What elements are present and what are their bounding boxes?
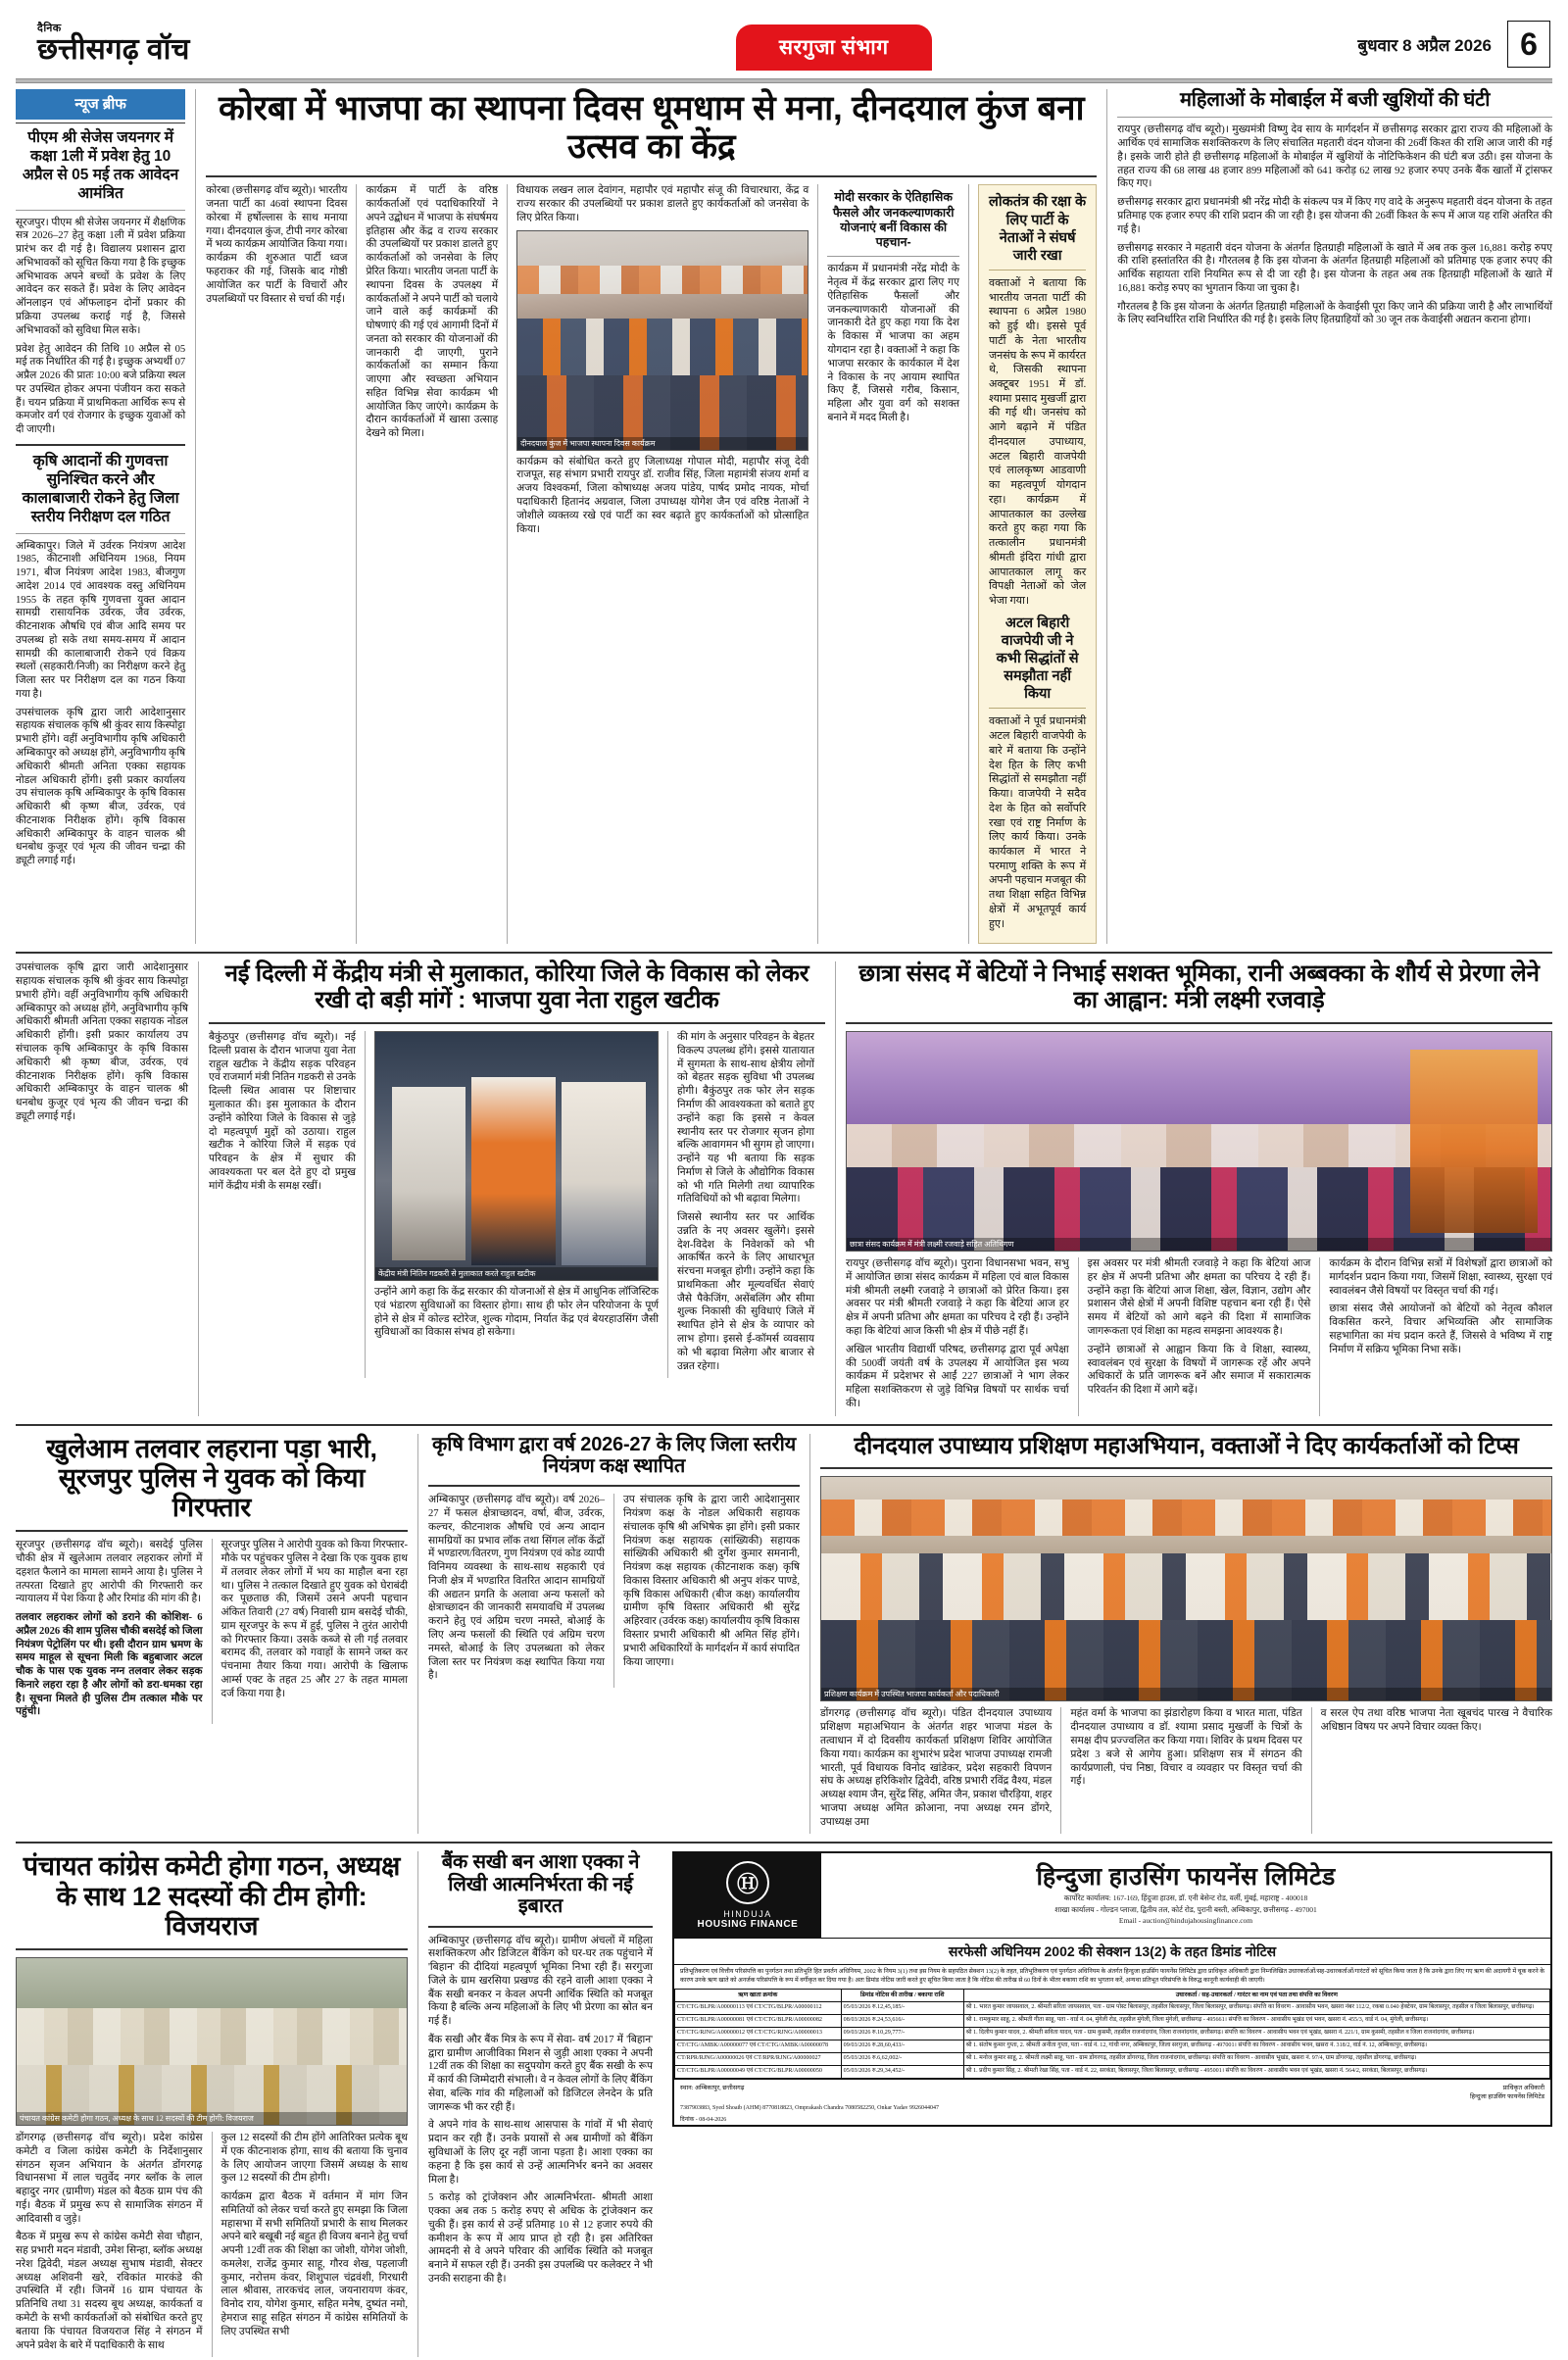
logo-kicker: दैनिक — [37, 22, 62, 34]
delhi-headline[interactable]: नई दिल्ली में केंद्रीय मंत्री से मुलाकात, कोरिया जिले के विकास को लेकर रखी दो बड़ी मांगें : भाजपा युवा नेता राहुल खटीक — [224, 960, 809, 1014]
yellow-box-subhead: अटल बिहारी वाजपेयी जी ने कभी सिद्धांतों से समझौता नहीं किया — [996, 615, 1079, 703]
cell-details: श्री 1. रामकुमार साहू, 2. श्रीमती गीता साहू, पता - वार्ड नं. 04, मुंगेली रोड, तहसील मुंगेली, जिला मुंगेली, छत्तीसगढ़ - 495661। संपत्ति का विवरण - आवासीय भूखंड एवं भवन, खसरा नं. 455/3, वार्ड नं. 04, मुंगेली, छत्तीसगढ़। — [963, 2015, 1549, 2028]
agri-body-row — [428, 1494, 800, 1688]
cell-loan-no: CT/CTG/BLPR/A00000049 एवं CT/CTG/BLPR/A00000050 — [675, 2066, 842, 2079]
page-number: 6 — [1507, 21, 1550, 68]
yellow-box-para: वक्ताओं ने बताया कि भारतीय जनता पार्टी की स्थापना 6 अप्रैल 1980 को हुई थी। इससे पूर्व पार्टी के नेता भारतीय जनसंघ के रूप में कार्यरत थे, जिसकी स्थापना अक्टूबर 1951 में डॉ. श्यामा प्रसाद मुखर्जी द्वारा की गई थी। जनसंघ को आगे बढ़ाने में पंडित दीनदयाल उपाध्याय, अटल बिहारी वाजपेयी एवं लालकृष्ण आडवाणी का महत्वपूर्ण योगदान रहा। कार्यक्रम में आपातकाल का उल्लेख करते हुए कहा गया कि तत्कालीन प्रधानमंत्री श्रीमती इंदिरा गांधी द्वारा आपातकाल लागू कर विपक्षी नेताओं को जेल भेजा गया। — [989, 276, 1087, 608]
cell-date-amount: 09/03/2026 रु.28,60,433/- — [841, 2040, 963, 2053]
panchayat-para: कार्यक्रम द्वारा बैठक में वर्तमान में मांग जिन समितियों को लेकर चर्चा करते हुए समझा कि जिला महासभा में सभी समितियों प्रभारी के साथ मिलकर अपने बारे बखूबी नई बहुत ही विजय बनाने हेतु चर्चा अपनी 12वीं तक की शिक्षा का जोशी, योगेश जोशी, कमलेश, राजेंद्र कुमार साहू, गौरव शेख, पहलाजी कुमार, नरोत्तम कंवर, शिशुपाल चंद्रवंशी, गिरधारी लाल श्रीवास, तारकचंद लाल, जयनारायण कंवर, विनोद राय, योगेश कुमार, सहित मनेष, दुष्यंत नमो, हेमराज साहू सहित संगठन में कांग्रेस समितियों के लिए उपस्थित सभी — [220, 2191, 408, 2337]
ad-footer-place: स्थान: अम्बिकापुर, छत्तीसगढ़ — [680, 2085, 745, 2092]
chhatra-photo — [846, 1031, 1552, 1252]
chhatra-para: छात्रा संसद जैसे आयोजनों को बेटियों को नेतृत्व कौशल विकसित करने, विचार अभिव्यक्ति और सामाजिक सहभागिता का मंच प्रदान करते हैं, जिससे वे भविष्य में राष्ट्र निर्माण में सक्रिय भूमिका निभा सकें। — [1329, 1303, 1553, 1355]
cell-details: श्री 1. भारत कुमार जायसवाल, 2. श्रीमती सरिता जायसवाल, पता - ग्राम पोस्ट बिलासपुर, तहसील बिलासपुर, जिला बिलासपुर, छत्तीसगढ़। संपत्ति का विवरण - आवासीय भवन, खसरा नंबर 112/2, रकबा 0.040 हेक्टेयर, ग्राम बिलासपुर, तहसील व जिला बिलासपुर, छत्तीसगढ़। — [963, 2002, 1549, 2015]
chhatra-para: कार्यक्रम के दौरान विभिन्न सत्रों में विशेषज्ञों द्वारा छात्राओं को मार्गदर्शन प्रदान किया गया, जिसमें शिक्षा, स्वास्थ्य, सुरक्षा एवं स्वावलंबन जैसे विषयों पर विस्तृत चर्चा की गई। — [1329, 1258, 1553, 1297]
agri-col-1 — [428, 1494, 605, 1688]
cell-date-amount: 05/03/2026 रु.29,34,452/- — [841, 2066, 963, 2079]
sword-para: सूरजपुर पुलिस ने आरोपी युवक को किया गिरफ्तार- मौके पर पहुंचकर पुलिस ने देखा कि एक युवक हाथ में तलवार लेकर लोगों में भय का माहौल बना रहा था। पुलिस ने तत्काल दिखाते हुए युवक को घेराबंदी कर पूछताछ की, जिसमें उसने अपनी पहचान अंकित तिवारी (27 वर्ष) निवासी ग्राम बसदेई चौकी, ग्राम सूरजपुर के रूप में हुई, पुलिस ने तुरंत आरोपी को गिरफ्तार किया। उसके कब्जे से ली गई तलवार बरामद की, तलवार को गवाहों के सामने जब्त कर पंचनामा तैयार किया गया। आरोपी के खिलाफ आर्म्स एक्ट के तहत 25 और 27 के तहत मामला दर्ज किया गया है। — [220, 1540, 408, 1699]
advertisement — [662, 1851, 1552, 2357]
lead-col-4 — [817, 184, 959, 944]
women-para: गौरतलब है कि इस योजना के अंतर्गत हितग्राही महिलाओं के केवाईसी पूरा किए जाने की प्रक्रिया जारी है और लाभार्थियों के लिए स्वनिर्धारित राशि निर्धारित की गई है। इसके लिए हितग्राहियों को 30 जून तक केवाईसी अद्यतन कराना होगा। — [1117, 301, 1552, 326]
deendayal-para: डोंगरगढ़ (छत्तीसगढ़ वॉच ब्यूरो)। पंडित दीनदयाल उपाध्याय प्रशिक्षण महाअभियान के अंतर्गत शहर भाजपा मंडल के तत्वाधान में दो दिवसीय कार्यकर्ता प्रशिक्षण शिविर आयोजित किया गया। कार्यक्रम का शुभारंभ प्रदेश भाजपा उपाध्यक्ष रामजी भारती, पूर्व विधायक विनोद खांडेकर, प्रदेश सहकारी विपणन संघ के अध्यक्ष हरिकिशोर द्विवेदी, वरिष्ठ प्रभारी रविंद्र वैश्य, मंडल अध्यक्ष श्याम जैन, सुरेंद्र सिंह, अमित जैन, प्रकाश चौरड़िया, शहर भाजपा अध्यक्ष अमित क्रोआना, नपा अध्यक्ष रमन डोंगरे, उपाध्यक्ष उमा — [820, 1708, 1053, 1828]
chhatra-para: रायपुर (छत्तीसगढ़ वॉच ब्यूरो)। पुराना विधानसभा भवन, सभु में आयोजित छात्रा संसद कार्यक्रम में महिला एवं बाल विकास मंत्री श्रीमती लक्ष्मी रजवाड़े ने छात्राओं को प्रेरित किया। इस अवसर पर मंत्री श्रीमती रजवाड़े ने कहा कि बेटियां आज हर क्षेत्र में अपनी प्रतिभा और क्षमता का परिचय दे रही हैं। उन्होंने कहा कि बेटियां आज किसी भी क्षेत्र में पीछे नहीं हैं। — [846, 1258, 1069, 1337]
brief-para: उपसंचालक कृषि द्वारा जारी आदेशानुसार सहायक संचालक कृषि श्री कुंवर साय किस्पोट्टा प्रभारी होंगे। वहीं अनुविभागीय कृषि अधिकारी अम्बिकापुर को अध्यक्ष होंगे, अनुविभागीय कृषि अधिकारी श्रीमती अनिता एक्का सहायक नोडल अधिकारी होंगी। इसी प्रकार कार्यालय उप संचालक कृषि अम्बिकापुर के कृषि विकास अधिकारी श्री कृष्ण बीज, उर्वरक, एवं कीटनाशक निरीक्षक होंगे। कृषि विकास अधिकारी अम्बिकापुर के वाहन चालक श्री धनबोध कुजूर एवं भृत्य की जीवन चन्द्रा की ड्यूटी लगाई गई। — [16, 707, 186, 867]
delhi-para: उन्होंने आगे कहा कि केंद्र सरकार की योजनाओं से क्षेत्र में आधुनिक लॉजिस्टिक एवं भंडारण सुविधाओं का विस्तार होगा। साथ ही फोर लेन परियोजना के पूर्ण होने से क्षेत्र में कोल्ड स्टोरेज, शुल्क गोदाम, निर्यात केंद्र एवं बेयरहाउसिंग जैसी सुविधाओं का विकास संभव हो सकेगा। — [374, 1287, 659, 1339]
ad-footer-sign: प्राधिकृत अधिकारी — [1502, 2085, 1544, 2092]
chhatra-col-3 — [1319, 1257, 1552, 1415]
delhi-story — [198, 961, 825, 1415]
panchayat-photo-caption: पंचायत कांग्रेस कमेटी होगा गठन, अध्यक्ष के साथ 12 सदस्यों की टीम होगी: विजयराज — [17, 2112, 407, 2125]
panchayat-story — [16, 1851, 408, 2357]
bank-sakhi-para: 5 करोड़ को ट्रांजेक्शन और आत्मनिर्भरता- श्रीमती आशा एक्का अब तक 5 करोड़ रुपए से अधिक के ट्रांजेक्शन कर चुकी हैं। इस कार्य से उन्हें प्रतिमाह 10 से 12 हजार रुपये की कमीशन के रूप में आय प्राप्त हो रही है। इस अतिरिक्त आमदनी से वे अपने परिवार की आर्थिक स्थिति को मजबूत बनाने में सफल रही हैं। उनकी इस उपलब्धि पर कलेक्टर ने भी उनकी सराहना की है। — [428, 2192, 653, 2285]
deendayal-body-row — [820, 1707, 1552, 1834]
news-brief-continued — [16, 961, 188, 1415]
panchayat-para: कुल 12 सदस्यों की टीम होंगे आतिरिक्त प्रत्येक बूथ में एक कीटनाशक होगा, साथ की बताया कि चुनाव के लिए आयोजन जाएगा जिसमें अध्यक्ष के साथ कुल 12 सदस्यों की टीम होगी। — [220, 2133, 408, 2185]
delhi-para: जिससे स्थानीय स्तर पर आर्थिक उन्नति के नए अवसर खुलेंगे। इससे देश-विदेश के निवेशकों को भी आकर्षित करने के लिए आधारभूत संरचना मजबूत होगी। उन्होंने कहा कि प्राथमिकता और मूल्यवर्धित सेवाएं जैसे पैकेजिंग, असेंबलिंग और सीमा शुल्क निकासी की सुविधाएं जिले में स्थापित होने से क्षेत्र के व्यापार को लाभ होगा। इससे ई-कॉमर्स व्यवसाय को भी बढ़ावा मिलेगा और बाजार से उन्नत रहेगा। — [677, 1212, 814, 1372]
hinduja-logo-icon: Ⓗ — [726, 1861, 769, 1904]
ad-footer — [674, 2079, 1550, 2103]
delhi-body-row — [209, 1031, 825, 1378]
middle-zone — [16, 961, 1552, 1415]
chhatra-sansad-story — [835, 961, 1552, 1415]
chhatra-para: उन्होंने छात्राओं से आह्वान किया कि वे शिक्षा, स्वास्थ्य, स्वावलंबन एवं सुरक्षा के विषयों में जागरूक रहें और अपने अधिकारों के प्रति जागरूक बनें और समाज में सकारात्मक परिवर्तन की दिशा में आगे बढ़ें। — [1087, 1344, 1311, 1397]
section-banner: सरगुजा संभाग — [736, 25, 932, 71]
th-loan-no: ऋण खाता क्रमांक — [675, 1990, 842, 2002]
lead-photo-caption: दीनदयाल कुंज में भाजपा स्थापना दिवस कार्यक्रम — [517, 437, 808, 450]
delhi-para: की मांग के अनुसार परिवहन के बेहतर विकल्प उपलब्ध होंगे। इससे यातायात में सुगमता के साथ-साथ क्षेत्रीय लोगों को बेहतर सड़क सुविधा भी उपलब्ध होगी। बैकुंठपुर तक फोर लेन सड़क निर्माण की आवश्यकता को बताते हुए उन्होंने कहा कि इससे न केवल स्थानीय स्तर पर रोजगार सृजन होगा बल्कि आवागमन भी सुगम हो जाएगा। उन्होंने यह भी बताया कि सड़क निर्माण से जिले के औद्योगिक विकास को भी गति मिलेगी तथा व्यापारिक गतिविधियों को भी बढ़ावा मिलेगा। — [677, 1032, 814, 1205]
panchayat-para: बैठक में प्रमुख रूप से कांग्रेस कमेटी सेवा चौहान, सह प्रभारी मदन मंडावी, उमेश सिन्हा, ब्लॉक अध्यक्ष नरेश द्विवेदी, मंडल अध्यक्ष सुभाष मंडावी, सेक्टर अध्यक्ष अशिवनी खरे, रविकांत मारकंडे की उपस्थिति में रही। जिनमें 16 ग्राम पंचायत के प्रतिनिधि तथा 31 सदस्य बूथ अध्यक्ष, कार्यकर्ता व कमेटी के सभी कार्यकर्ताओं को संबोधित करते हुए बताया कि पंचायत विजयराज सिंह ने संगठन में अपने प्रवेश के बारे में पदाधिकारी के साथ — [16, 2232, 203, 2351]
chhatra-para: इस अवसर पर मंत्री श्रीमती रजवाड़े ने कहा कि बेटियां आज हर क्षेत्र में अपनी प्रतिभा और क्षमता का परिचय दे रही हैं। उन्होंने कहा कि बेटियां आज शिक्षा, खेल, विज्ञान, उद्योग और प्रशासन जैसे क्षेत्रों में अपनी विशिष्ट पहचान बना रही हैं। ऐसे समय में बेटियों को आगे बढ़ने की दिशा में सामाजिक जागरूकता एवं शिक्षा का महत्व समझना आवश्यक है। — [1087, 1258, 1311, 1337]
agri-para: उप संचालक कृषि के द्वारा जारी आदेशानुसार नियंत्रण कक्ष के नोडल अधिकारी सहायक संचालक कृषि श्री अभिषेक झा होंगे। इसी प्रकार नियंत्रण कक्ष सहायक (सांख्यिकी) सहायक सांख्यिकी अधिकारी श्री दुर्गेश कुमार समनानी, नियंत्रण कक्ष सहायक (कीटनाशक कक्ष) कृषि विकास विस्तार अधिकारी श्री अनुप शंकर पाण्डे, कृषि विकास अधिकारी (बीज कक्ष) कार्यालयीय ग्रामीण कृषि विस्तार अधिकारी श्री सुरेंद्र अहिरवार (उर्वरक कक्ष) कार्यालयीय कृषि विकास विस्तार प्रभारी अधिकारी श्री अमित सिंह होंगे। प्रभारी अधिकारियों के मार्गदर्शन में कार्य संपादित किया जाएगा। — [623, 1495, 800, 1668]
bottom-zone — [16, 1851, 1552, 2357]
bank-sakhi-para: वे अपने गांव के साथ-साथ आसपास के गांवों में भी सेवाएं प्रदान कर रही हैं। उनके प्रयासों से अब ग्रामीणों को बैंकिंग सुविधाओं के लिए दूर नहीं जाना पड़ता है। आशा एक्का का कहना है कि इस कार्य से उन्हें आत्मनिर्भर बनने का अवसर मिला है। — [428, 2120, 653, 2186]
panchayat-body-row — [16, 2132, 408, 2357]
ad-logo-line1: HINDUJA — [723, 1909, 772, 1920]
ad-logo — [674, 1853, 821, 1938]
cell-date-amount: 09/03/2026 रु.10,29,777/- — [841, 2028, 963, 2040]
women-para: छत्तीसगढ़ सरकार ने महतारी वंदन योजना के अंतर्गत हितग्राही महिलाओं के खाते में अब तक कुल 16,881 करोड़ रुपए की राशि हस्तांतरित की है। गौरतलब है कि इस योजना के अंतर्गत हितग्राही महिलाओं को प्रतिमाह एक हजार रुपए की आर्थिक सहायता राशि नियमित रूप से दी जा रही है। इस योजना के तहत अब तक हितग्राही महिलाओं के खाते में 16,881 करोड़ रुपए का भुगतान किया जा चुका है। — [1117, 242, 1552, 294]
table-row — [675, 2053, 1550, 2066]
ad-company-block — [821, 1853, 1550, 1938]
cell-date-amount: 08/03/2026 रु.24,53,616/- — [841, 2015, 963, 2028]
deendayal-para: व सरल ऐप तथा वरिष्ठ भाजपा नेता खूबचंद पारख ने वैचारिक अधिष्ठान विषय पर अपने विचार व्यक्त किए। — [1320, 1708, 1552, 1734]
sword-subhead: तलवार लहराकर लोगों को डराने की कोशिश- 6 अप्रैल 2026 की शाम पुलिस चौकी बसदेई को जिला नियंत्रण पेट्रोलिंग पर थी। इसी दौरान ग्राम भ्रमण के समय माहूल से सूचना मिली कि बहुबाजार अटल चौक के पास एक युवक नग्न तलवार लेकर सड़क किनारे लहरा रहा है और लोगों को डरा-धमका रहा है। सूचना मिलते ही पुलिस टीम तत्काल मौके पर पहुंची। — [16, 1612, 203, 1718]
deendayal-photo-caption: प्रशिक्षण कार्यक्रम में उपस्थित भाजपा कार्यकर्ता और पदाधिकारी — [821, 1688, 1551, 1700]
chhatra-col-2 — [1078, 1257, 1311, 1415]
chhatra-photo-caption: छात्रा संसद कार्यक्रम में मंत्री लक्ष्मी रजवाड़े सहित अतिथिगण — [847, 1238, 1551, 1251]
ad-address-1: कार्पोरेट कार्यालय: 167-169, हिंदुजा हाउस, डॉ. एनी बेसेन्ट रोड, वर्ली, मुंबई, महाराष्ट्र - 400018 — [1063, 1893, 1308, 1903]
cell-loan-no: CT/CTG/BLPR/A00000113 एवं CT/CTG/BLPR/A00000112 — [675, 2002, 842, 2015]
panchayat-headline[interactable]: पंचायत कांग्रेस कमेटी होगा गठन, अध्यक्ष के साथ 12 सदस्यों की टीम होगी: विजयराज — [23, 1851, 401, 1941]
panchayat-col-1 — [16, 2132, 203, 2357]
brief-para: अम्बिकापुर। जिले में उर्वरक नियंत्रण आदेश 1985, कीटनाशी अधिनियम 1968, नियम 1971, बीज नियंत्रण आदेश 1983, बीजगुण आदेश 2014 एवं आवश्यक वस्तु अधिनियम 1955 के तहत कृषि गुणवत्ता युक्त आदान सामग्री रासायनिक उर्वरक, जैव उर्वरक, कीटनाशक औषधि एवं बीज आदि समय पर उपलब्ध हो सके तथा समय-समय में आदान सामग्री की कालाबाजारी रोकने एवं विक्रय स्थलों (सहकारी/निजी) का निरीक्षण करने हेतु जिला स्तर पर निरीक्षण दल का गठन किया गया है। — [16, 540, 186, 700]
cell-loan-no: CT/RPR/RJNG/A00000026 एवं CT/RPR/RJNG/A00000027 — [675, 2053, 842, 2066]
ad-block[interactable] — [672, 1851, 1552, 2127]
lead-body-row — [206, 184, 1097, 944]
cell-details: श्री 1. दिलीप कुमार यादव, 2. श्रीमती सविता यादव, पता - ग्राम कुसमी, तहसील राजनांदगांव, जिला राजनांदगांव, छत्तीसगढ़। संपत्ति का विवरण - आवासीय भवन एवं भूखंड, खसरा नं. 221/1, ग्राम कुसमी, तहसील व जिला राजनांदगांव, छत्तीसगढ़। — [963, 2028, 1549, 2040]
sword-headline[interactable]: खुलेआम तलवार लहराना पड़ा भारी, सूरजपुर पुलिस ने युवक को किया गिरफ्तार — [46, 1433, 377, 1523]
chhatra-para: अखिल भारतीय विद्यार्थी परिषद, छत्तीसगढ़ द्वारा पूर्व अपेक्षा की 500वीं जयंती वर्ष के उपलक्ष्य में आयोजित इस भव्य कार्यक्रम में प्रदेशभर से आईं 227 छात्राओं ने भाग लेकर महिला सशक्तिकरण से जुड़े विभिन्न विषयों पर सार्थक चर्चा की। — [846, 1344, 1069, 1409]
delhi-para: बैकुंठपुर (छत्तीसगढ़ वॉच ब्यूरो)। नई दिल्ली प्रवास के दौरान भाजपा युवा नेता राहुल खटीक ने केंद्रीय सड़क परिवहन एवं राजमार्ग मंत्री नितिन गडकरी से उनके दिल्ली स्थित आवास पर शिष्टाचार मुलाकात की। इस मुलाकात के दौरान उन्होंने कोरिया जिले के विकास से जुड़े दो महत्वपूर्ण मुद्दों को उठाया। राहुल खटीक ने कोरिया जिले में सड़क एवं परिवहन के क्षेत्र में सुधार की आवश्यकता पर बल देते हुए दो प्रमुख मांगें केंद्रीय मंत्री के समक्ष रखीं। — [209, 1032, 356, 1192]
table-row — [675, 2066, 1550, 2079]
cell-date-amount: 05/03/2026 रु.12,45,185/- — [841, 2002, 963, 2015]
agri-para: अम्बिकापुर (छत्तीसगढ़ वॉच ब्यूरो)। वर्ष 2026–27 में फसल क्षेत्राच्छादन, वर्षा, बीज, उर्वरक, कल्चर, कीटनाशक औषधि एवं अन्य आदान सामग्रियों का प्रभाव लॉक तथा सिंगल लॉक केंद्रों में भण्डारण/वितरण, गुण नियंत्रण एवं कोड व्यापी विनिमय व्यवस्था के साथ-साथ सहकारी एवं निजी क्षेत्र में भण्डारित वितरित आदान सामग्रियों की अद्यतन प्रगति के अलावा अन्य फसलों को क्षेत्राच्छादन की जानकारी समयावधि में उपलब्ध कराने हेतु एवं अग्रिम चरण नमस्ते, बोआई के लिए अन्य फसलों की स्थिति एवं अग्रिम चरण नमस्ते, बोआई के लिए उपलब्धता को लेकर जिला स्तर पर नियंत्रण कक्ष स्थापित किया गया है। — [428, 1495, 605, 1682]
lead-yellow-box — [978, 184, 1097, 944]
th-details: उधारकर्ता / सह-उधारकर्ता / गारंटर का नाम एवं पता तथा संपत्ति का विवरण — [963, 1990, 1549, 2002]
section-banner-wrap — [310, 19, 1357, 71]
cell-loan-no: CT/CTG/BLPR/A00000081 एवं CT/CTG/BLPR/A00000082 — [675, 2015, 842, 2028]
lead-col-2 — [356, 184, 498, 944]
cell-loan-no: CT/CTG/AMBK/A00000077 एवं CT/CTG/AMBK/A00000078 — [675, 2040, 842, 2053]
delhi-photo-caption: केंद्रीय मंत्री नितिन गडकरी से मुलाकात करते राहुल खटीक — [375, 1267, 658, 1280]
ad-email[interactable]: Email - auction@hindujahousingfinance.com — [1118, 1915, 1253, 1925]
ad-footer-names: 7387903883, Syed Shoaib (AHM) 8770818823, Omprakash Chandra 7080582250, Onkar Yadav 9926044047 — [680, 2105, 939, 2112]
ad-footer-company: हिन्दुजा हाउसिंग फायनेंस लिमिटेड — [1470, 2093, 1544, 2101]
ad-company-name: हिन्दुजा हाउसिंग फायनेंस लिमिटेड — [1036, 1863, 1336, 1892]
lead-photo — [516, 230, 808, 451]
brief-para: उपसंचालक कृषि द्वारा जारी आदेशानुसार सहायक संचालक कृषि श्री कुंवर साय किस्पोट्टा प्रभारी होंगे। वहीं अनुविभागीय कृषि अधिकारी अम्बिकापुर को अध्यक्ष होंगे, अनुविभागीय कृषि अधिकारी श्रीमती अनिता एक्का सहायक नोडल अधिकारी होंगी। इसी प्रकार कार्यालय उप संचालक कृषि अम्बिकापुर के कृषि विकास अधिकारी श्री कृष्ण बीज, उर्वरक, एवं कीटनाशक निरीक्षक होंगे। कृषि विकास अधिकारी अम्बिकापुर के वाहन चालक श्री धनबोध कुजूर एवं भृत्य की जीवन चन्द्रा की ड्यूटी लगाई गई। — [16, 962, 188, 1122]
delhi-col-2 — [365, 1031, 659, 1378]
bank-sakhi-para: बैंक सखी और बैंक मित्र के रूप में सेवा- वर्ष 2017 में 'बिहान' द्वारा ग्रामीण आजीविका मिशन से जुड़ी आशा एक्का ने अपनी 12वीं तक की शिक्षा का सदुपयोग करते हुए बैंक सखी के रूप में कार्य की जिम्मेदारी संभाली। वे न केवल लोगों के लिए बैंकिंग सेवा, बल्कि गांव की महिलाओं को डिजिटल लेनदेन के प्रति जागरूक भी कर रही हैं। — [428, 2034, 653, 2113]
th-date-amount: डिमांड नोटिस की तारीख / बकाया राशि — [841, 1990, 963, 2002]
lead-para: कार्यक्रम को संबोधित करते हुए जिलाध्यक्ष गोपाल मोदी, महापौर संजू देवी राजपूत, सह संभाग प्रभारी रायपुर डॉ. राजीव सिंह, जिला महामंत्री संजय शर्मा व अजय विश्वकर्मा, जिला कोषाध्यक्ष अजय पांडेय, पार्षद प्रमोद नायक, मोर्चा पदाधिकारी हितानंद अग्रवाल, जिला उपाध्यक्ष योगेश जैन एवं वरिष्ठ नेताओं ने जोशीले व्यक्तव्य रखे एवं पार्टी का स्वर बढ़ाते हुए कार्यकर्ताओं को प्रोत्साहित किया। — [516, 456, 809, 535]
deendayal-story — [809, 1434, 1552, 1835]
lead-subpara: कार्यक्रम में प्रधानमंत्री नरेंद्र मोदी के नेतृत्व में केंद्र सरकार द्वारा लिए गए ऐतिहासिक फैसलों और जनकल्याणकारी योजनाओं की जानकारी देते हुए कहा गया कि देश के विकास में भाजपा का अहम योगदान रहा है। वक्ताओं ने कहा कि भाजपा सरकार के कार्यकाल में देश ने विकास के नए आयाम स्थापित किए हैं, जिससे गरीब, किसान, महिला और युवा वर्ग को सशक्त बनाने में मदद मिली है। — [827, 264, 959, 423]
masthead-divider — [16, 78, 1552, 83]
cell-details: श्री 1. संतोष कुमार गुप्ता, 2. श्रीमती अनीता गुप्ता, पता - वार्ड नं. 12, गांधी नगर, अम्बिकापुर, जिला सरगुजा, छत्तीसगढ़ - 497001। संपत्ति का विवरण - आवासीय भवन, खसरा नं. 318/2, वार्ड नं. 12, अम्बिकापुर, छत्तीसगढ़। — [963, 2040, 1549, 2053]
lead-headline[interactable]: कोरबा में भाजपा का स्थापना दिवस धूमधाम से मना, दीनदयाल कुंज बना उत्सव का केंद्र — [218, 89, 1085, 167]
women-mobile-story — [1106, 89, 1552, 944]
women-para: रायपुर (छत्तीसगढ़ वॉच ब्यूरो)। मुख्यमंत्री विष्णु देव साय के मार्गदर्शन में छत्तीसगढ़ सरकार द्वारा राज्य की महिलाओं के आर्थिक एवं सामाजिक सशक्तिकरण के लिए संचालित महतारी वंदन योजना की 26वीं किश्त की राशि आज जारी की गई है। इसके जारी होते ही छत्तीसगढ़ महिलाओं के मोबाईल में खुशियों के नोटिफिकेशन की घंटी बज उठी। इस योजना के तहत राज्य की 68 लाख 48 हजार 899 महिलाओं को 641 करोड़ 62 लाख 92 हजार रुपए उनके बैंक खातों में ट्रांसफर किए गए। — [1117, 124, 1552, 190]
bank-sakhi-story — [417, 1851, 653, 2357]
panchayat-col-2 — [212, 2132, 409, 2357]
ad-header — [674, 1853, 1550, 1938]
ad-logo-line2: HOUSING FINANCE — [697, 1919, 799, 1931]
sword-body-row — [16, 1539, 408, 1724]
delhi-photo — [374, 1031, 659, 1281]
sword-col-2 — [212, 1539, 409, 1724]
masthead — [16, 14, 1552, 74]
ad-footer-date: दिनांक - 08-04-2026 — [680, 2117, 727, 2124]
chhatra-body-row — [846, 1257, 1552, 1415]
delhi-col-1 — [209, 1031, 356, 1378]
cell-details: श्री 1. मनोज कुमार साहू, 2. श्रीमती लक्ष्मी साहू, पता - ग्राम डोंगरगढ़, तहसील डोंगरगढ़, जिला राजनांदगांव, छत्तीसगढ़। संपत्ति का विवरण - आवासीय भूखंड, खसरा नं. 97/4, ग्राम डोंगरगढ़, तहसील डोंगरगढ़, छत्तीसगढ़। — [963, 2053, 1549, 2066]
news-brief-column — [16, 89, 185, 944]
deendayal-col-3 — [1311, 1707, 1552, 1834]
bank-sakhi-headline[interactable]: बैंक सखी बन आशा एक्का ने लिखी आत्मनिर्भरता की नई इबारत — [441, 1851, 640, 1918]
brief-para: प्रवेश हेतु आवेदन की तिथि 10 अप्रैल से 05 मई तक निर्धारित की गई है। इच्छुक अभ्यर्थी 07 अप्रैल 2026 की प्रातः 10:00 बजे प्रक्रिया स्थल पर उपस्थित होकर अपना पंजीयन करा सकते हैं। चयन प्रक्रिया में प्राथमिकता आर्थिक रूप से कमजोर वर्ग एवं रोजगार के इच्छुक युवाओं को दी जाएगी। — [16, 343, 186, 436]
table-row — [675, 2028, 1550, 2040]
lead-col-1 — [206, 184, 347, 944]
lower-zone — [16, 1434, 1552, 1835]
logo-title: छत्तीसगढ़ वॉच — [37, 32, 190, 66]
brief-headline-1[interactable]: पीएम श्री सेजेस जयनगर में कक्षा 1ली में प्रवेश हेतु 10 अप्रैल से 05 मई तक आवेदन आमंत्रित — [22, 129, 179, 202]
panchayat-para: डोंगरगढ़ (छत्तीसगढ़ वॉच ब्यूरो)। प्रदेश कांग्रेस कमेटी व जिला कांग्रेस कमेटी के निर्देशानुसार संगठन सृजन अभियान के अंतर्गत डोंगरगढ़ विधानसभा में लाल चतुर्वेद नगर ब्लॉक के लाल बहादुर नगर (ग्रामीण) मंडल को बैठक ग्राम पंच की गई। बैठक में प्रमुख रूप से सामाजिक संगठन में आदिवासी व जुड़े। — [16, 2133, 203, 2225]
lead-subhead-1: मोदी सरकार के ऐतिहासिक फैसले और जनकल्याणकारी योजनाएं बनीं विकास की पहचान- — [832, 190, 955, 250]
sword-para: सूरजपुर (छत्तीसगढ़ वॉच ब्यूरो)। बसदेई पुलिस चौकी क्षेत्र में खुलेआम तलवार लहराकर लोगों में दहशत फैलाने का मामला सामने आया है। पुलिस ने तत्परता दिखाते हुए आरोपी की गिरफ्तारी कर न्यायालय में पेश किया है और रिमांड की मांग की है। — [16, 1540, 203, 1605]
ad-table — [674, 1989, 1550, 2079]
lead-para: कोरबा (छत्तीसगढ़ वॉच ब्यूरो)। भारतीय जनता पार्टी का 46वां स्थापना दिवस कोरबा में हर्षोल्लास के साथ मनाया गया। दीनदयाल कुंज, टीपी नगर कोरबा में भव्य कार्यक्रम आयोजित किया गया। कार्यक्रम की शुरुआत पार्टी ध्वज फहराकर की गई, जिसके बाद गोष्ठी आयोजित कर पार्टी के विचारों और उपलब्धियों पर विस्तार से चर्चा की गई। — [206, 185, 348, 305]
panchayat-photo — [16, 1957, 408, 2126]
cell-date-amount: 05/03/2026 रु.6,62,002/- — [841, 2053, 963, 2066]
top-zone — [16, 89, 1552, 944]
lead-side-para: विधायक लखन लाल देवांगन, महापौर एवं महापौर संजू की विचारधारा, केंद्र व राज्य सरकार की उपलब्धियों पर प्रकाश डालते हुए कार्यकर्ताओं को जनसेवा के लिए प्रेरित किया। — [516, 185, 809, 223]
masthead-right — [1357, 21, 1552, 68]
women-headline[interactable]: महिलाओं के मोबाईल में बजी खुशियों की घंटी — [1179, 89, 1491, 111]
delhi-col-3 — [667, 1031, 814, 1378]
table-row — [675, 2002, 1550, 2015]
lead-col-3 — [507, 184, 808, 944]
ad-notice-para: प्रतिभूतिकरण एवं वित्तीय परिसंपत्ति का पुनर्गठन तथा प्रतिभूति हित प्रवर्तन अधिनियम, 2002 के नियम 3(1) तथा इस नियम के सहपठित सेक्शन 13(2) के तहत, प्रतिभूतिकरण एवं पुनर्गठन अधिनियम के अंतर्गत हिन्दुजा हाउसिंग फायनेंस लिमिटेड द्वारा प्राधिकृत अधिकारी द्वारा निम्नलिखित उधारकर्ताओं/सह-उधारकर्ताओं/गारंटरों को सूचित किया जाता है कि उनके द्वारा लिए गए ऋण की अदायगी में चूक करने के कारण उनके ऋण खाते को अनर्जक परिसंपत्ति के रूप में वर्गीकृत कर दिया गया है। अतः डिमांड नोटिस जारी करते हुए सूचित किया जाता है कि नोटिस की तारीख से 60 दिनों के भीतर बकाया राशि का भुगतान करें, अन्यथा प्रतिभूत परिसंपत्ति के विरुद्ध कानूनी कार्यवाही की जाएगी। — [674, 1964, 1550, 1989]
deendayal-col-1 — [820, 1707, 1052, 1834]
brief-headline-2[interactable]: कृषि आदानों की गुणवत्ता सुनिश्चित करने और कालाबाजारी रोकने हेतु जिला स्तरीय निरीक्षण दल गठित — [22, 452, 179, 525]
lead-story — [195, 89, 1097, 944]
news-brief-tab[interactable]: न्यूज ब्रीफ — [16, 89, 185, 120]
sword-col-1 — [16, 1539, 203, 1724]
deendayal-para: महंत वर्मा के भाजपा का झंडारोहण किया व भारत माता, पंडित दीनदयाल उपाध्याय व डॉ. श्यामा प्रसाद मुखर्जी के चित्रों के समक्ष दीप प्रज्ज्वलित कर किया गया। शिविर के प्रथम दिवस पर प्रदेश 3 बजे से आगेय हुआ। प्रशिक्षण सत्र में संगठन की कार्यप्रणाली, पंच निष्ठा, विचार व व्यवहार पर विस्तृत चर्चा की गई। — [1070, 1708, 1302, 1788]
table-row — [675, 2015, 1550, 2028]
lead-para: कार्यक्रम में पार्टी के वरिष्ठ कार्यकर्ताओं एवं पदाधिकारियों ने अपने उद्बोधन में भाजपा के संघर्षमय इतिहास और केंद्र व राज्य सरकार की उपलब्धियों पर प्रकाश डालते हुए कार्यकर्ताओं को जनसेवा के लिए प्रेरित किया। भारतीय जनता पार्टी के स्थापना दिवस के उपलक्ष्य में कार्यकर्ताओं ने अपने पार्टी को चलाये जाने वाले कई कार्यक्रमों की घोषणाएं की गई एवं आगामी दिनों में जनता को सरकार की योजनाओं की जानकारी दी जाएगी, पुराने कार्यकर्ताओं का सम्मान किया जाएगा और स्वच्छता अभियान सहित विभिन्न सेवा कार्यक्रम भी आयोजित किए जाएंगे। कार्यक्रम के दौरान कार्यकर्ताओं में खासा उत्साह देखने को मिला। — [366, 185, 499, 440]
ad-notice-title: सरफेसी अधिनियम 2002 की सेक्शन 13(2) के तहत डिमांड नोटिस — [674, 1938, 1550, 1964]
agri-headline[interactable]: कृषि विभाग द्वारा वर्ष 2026-27 के लिए जिला स्तरीय नियंत्रण कक्ष स्थापित — [432, 1433, 796, 1477]
table-row — [675, 2040, 1550, 2053]
deendayal-photo — [820, 1476, 1552, 1701]
agri-col-2 — [613, 1494, 800, 1688]
bank-sakhi-para: अम्बिकापुर (छत्तीसगढ़ वॉच ब्यूरो)। ग्रामीण अंचलों में महिला सशक्तिकरण और डिजिटल बैंकिंग को घर-घर तक पहुंचाने में 'बिहान' की दीदियां महत्वपूर्ण भूमिका निभा रही हैं। सरगुजा जिले के ग्राम खरसिया प्रखण्ड की रहने वाली आशा एक्का ने बैंक सखी बनकर न केवल अपनी आर्थिक स्थिति को मजबूत किया है बल्कि अन्य महिलाओं के लिए भी प्रेरणा का स्रोत बन गई हैं। — [428, 1935, 653, 2028]
yellow-box-headline: लोकतंत्र की रक्षा के लिए पार्टी के नेताओं ने संघर्ष जारी रखा — [989, 194, 1087, 264]
newspaper-logo[interactable] — [16, 24, 310, 66]
sword-story — [16, 1434, 408, 1835]
table-header-row — [675, 1990, 1550, 2002]
agri-story — [417, 1434, 800, 1835]
ad-address-2: शाखा कार्यालय - गोल्डन प्लाजा, द्वितीय तल, कोर्ट रोड, पुरानी बस्ती, अम्बिकापुर, छत्तीसगढ़ - 497001 — [1054, 1904, 1317, 1914]
chhatra-headline[interactable]: छात्रा संसद में बेटियों ने निभाई सशक्त भूमिका, रानी अब्बक्का के शौर्य से प्रेरणा लेने का आह्वान: मंत्री लक्ष्मी रजवाड़े — [858, 960, 1540, 1014]
publication-date: बुधवार 8 अप्रैल 2026 — [1357, 35, 1492, 55]
cell-loan-no: CT/CTG/RJNG/A00000012 एवं CT/CTG/RJNG/A00000013 — [675, 2028, 842, 2040]
brief-para: सूरजपुर। पीएम श्री सेजेस जयनगर में शैक्षणिक सत्र 2026–27 हेतु कक्षा 1ली में प्रवेश प्रक्रिया प्रारंभ कर दी गई है। विद्यालय प्रशासन द्वारा अभिभावकों को सूचित किया गया है कि इच्छुक अभिभावक अपने बच्चों के प्रवेश के लिए आवेदन कर सकते हैं। प्रवेश के लिए आवेदन ऑनलाइन एवं ऑफलाइन दोनों प्रकार की प्रक्रिया उपलब्ध कराई गई है, जिससे अभिभावकों को सुविधा मिल सके। — [16, 217, 186, 336]
yellow-box-subpara: वक्ताओं ने पूर्व प्रधानमंत्री अटल बिहारी वाजपेयी के बारे में बताया कि उन्होंने देश हित के लिए कभी सिद्धांतों से समझौता नहीं किया। वाजपेयी ने सदैव देश के हित को सर्वोपरि रखा एवं राष्ट्र निर्माण के लिए कार्य किया। उनके कार्यकाल में भारत ने परमाणु शक्ति के रूप में अपनी पहचान मजबूत की तथा शिक्षा सहित विभिन्न क्षेत्रों में अभूतपूर्व कार्य हुए। — [989, 715, 1087, 930]
lead-col-5 — [968, 184, 1097, 944]
deendayal-col-2 — [1060, 1707, 1301, 1834]
women-para: छत्तीसगढ़ सरकार द्वारा प्रधानमंत्री श्री नरेंद्र मोदी के संकल्प पत्र में किए गए वादे के अनुरूप महतारी वंदन योजना के तहत प्रतिमाह एक हजार रुपए की राशि प्रदान की जा रही है। इस योजना की 26वीं किश्त के रूप में आज यह राशि अंतरित की गई है। — [1117, 197, 1552, 235]
cell-details: श्री 1. प्रदीप कुमार सिंह, 2. श्रीमती रेखा सिंह, पता - वार्ड नं. 22, सरकंडा, बिलासपुर, जिला बिलासपुर, छत्तीसगढ़ - 495001। संपत्ति का विवरण - आवासीय भवन एवं भूखंड, खसरा नं. 564/2, सरकंडा, बिलासपुर, छत्तीसगढ़। — [963, 2066, 1549, 2079]
deendayal-headline[interactable]: दीनदयाल उपाध्याय प्रशिक्षण महाअभियान, वक्ताओं ने दिए कार्यकर्ताओं को टिप्स — [854, 1432, 1519, 1459]
chhatra-col-1 — [846, 1257, 1069, 1415]
